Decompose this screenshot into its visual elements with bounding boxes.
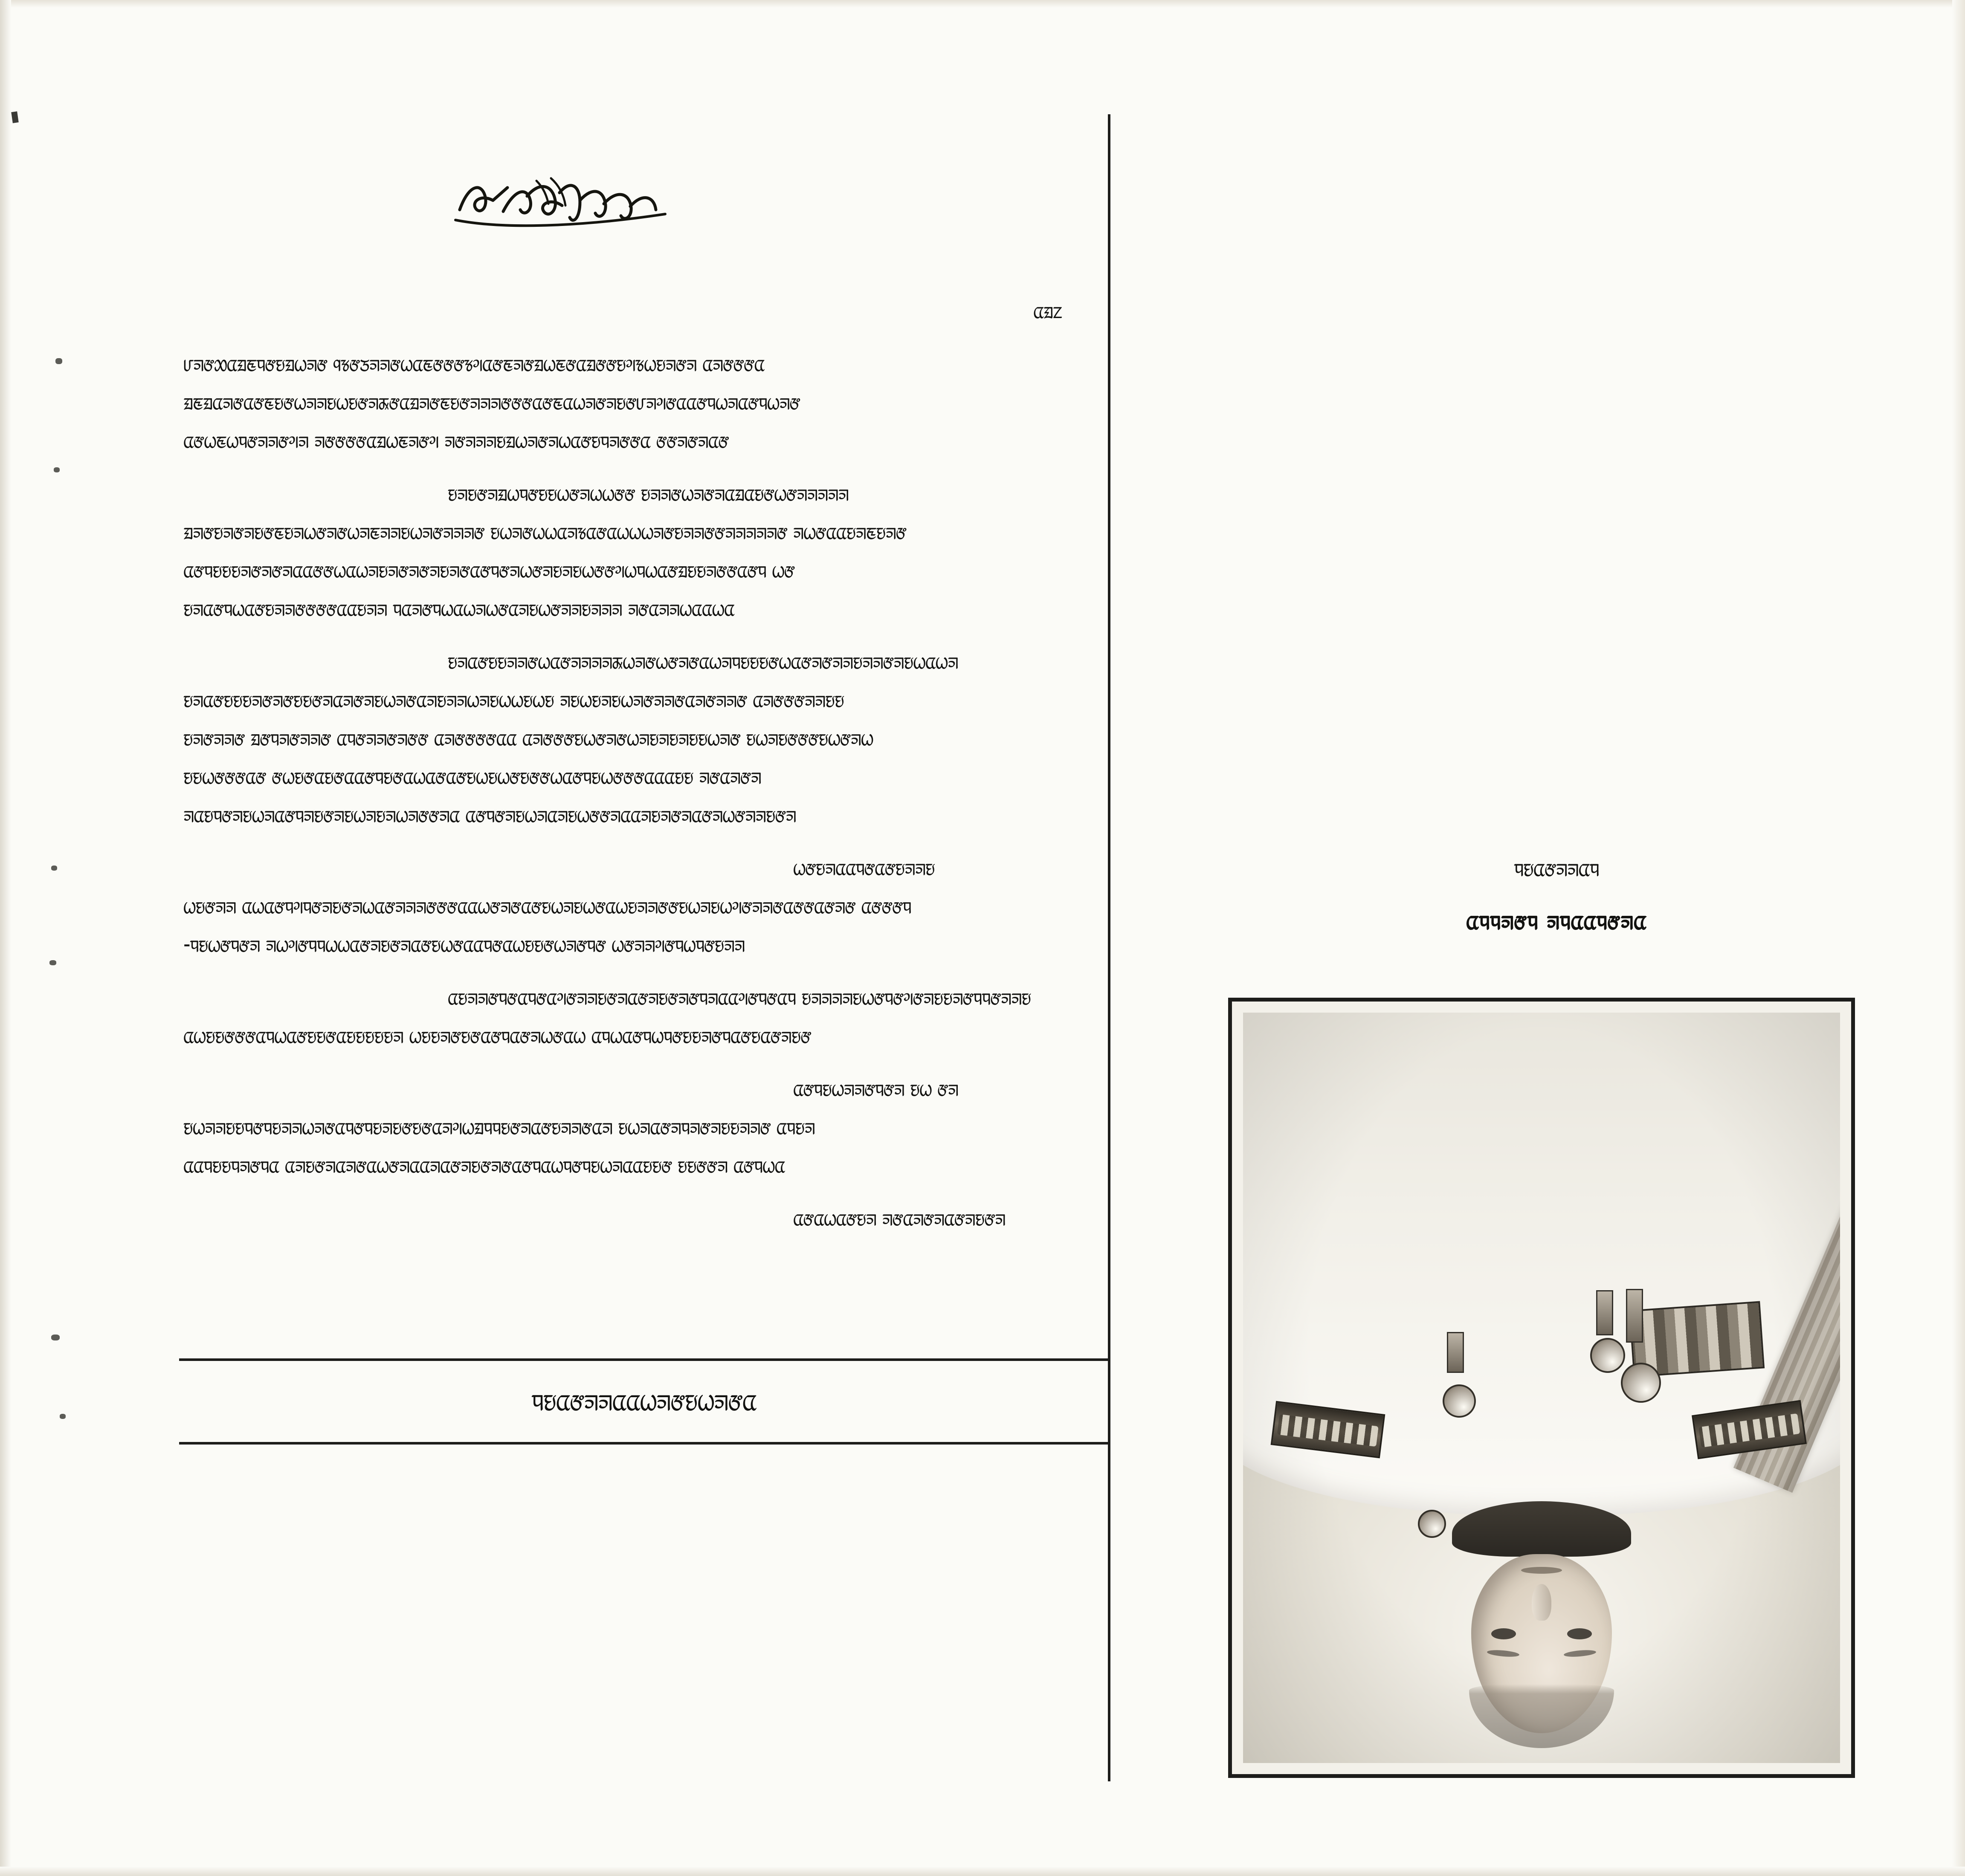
- plate-heading-small: ᤄᤎᤂᤅᤈᤈᤂᤄ: [1514, 853, 1599, 882]
- text-line: ᤎᤎᤐᤅᤅᤅᤂᤅ ᤅᤐᤎᤅᤂᤎᤅᤂᤂᤅᤄᤎᤅᤂᤐᤂᤅᤂᤅᤎᤐᤎᤐᤅᤎᤅᤅᤐᤂᤅᤄᤎᤐᤅᤅᤅᤂᤂᤂᤎᤎ ᤈᤅᤂᤈᤅᤈ: [183, 762, 761, 789]
- text-line: ᤈᤂᤎᤄᤅᤈᤎᤐᤈᤂᤅᤄᤈᤎᤅᤈᤎᤐᤈᤎᤈᤐᤈᤅᤅᤈᤂ ᤂᤅᤄᤅᤈᤎᤐᤈᤂᤈᤎᤐᤅᤅᤈᤂᤂᤈᤎᤈᤅᤈᤂᤅᤈᤐᤅᤈᤈᤎᤅᤈ: [183, 800, 796, 828]
- text-line: ᤎᤈᤎᤅᤈᤀᤐᤄᤅᤎᤎᤐᤅᤈᤐᤐᤅᤅ ᤎᤈᤈᤅᤐᤈᤅᤈᤂᤀᤂᤎᤅᤐᤅᤈᤈᤈᤈᤈ: [448, 479, 849, 506]
- text-line: -ᤄᤎᤐᤅᤄᤅᤈ ᤈᤐᤆᤅᤄᤄᤐᤐᤂᤅᤈᤎᤅᤈᤂᤅᤎᤐᤅᤂᤂᤄᤅᤂᤐᤎᤎᤅᤐᤈᤅᤄᤅ ᤐᤅᤈᤈᤆᤅᤄᤐᤄᤅᤎᤈᤈ: [183, 930, 745, 957]
- text-line: ᤂᤅᤂᤐᤂᤅᤎᤈ ᤈᤅᤂᤈᤅᤈᤂᤅᤈᤎᤅᤈ: [793, 1204, 1006, 1231]
- text-line: ᤎᤐᤈᤈᤎᤎᤄᤅᤄᤎᤈᤈᤐᤈᤅᤂᤄᤅᤄᤎᤈᤎᤅᤎᤅᤂᤈᤆᤐᤀᤄᤄᤎᤅᤈᤂᤅᤎᤈᤈᤅᤂᤈ ᤎᤐᤈᤂᤅᤈᤄᤈᤅᤈᤎᤎᤈᤈᤅ ᤂᤄᤎᤈ: [183, 1112, 815, 1140]
- scan-edge-top: [0, 0, 1965, 8]
- speckle-mark: [51, 1335, 60, 1340]
- speckle-mark: [51, 866, 57, 871]
- text-line: ᤎᤈᤅᤈᤈᤅ ᤀᤅᤄᤈᤅᤈᤈᤅ ᤂᤄᤅᤈᤈᤅᤈᤅᤅ ᤂᤈᤅᤅᤅᤅᤂᤂ ᤂᤈᤅᤅᤅᤎᤐᤅᤈᤅᤐᤈᤎᤈᤎᤈᤎᤎᤐᤈᤅ ᤎᤐᤈᤎᤅᤅᤅᤎᤐᤅᤈᤐ: [183, 724, 873, 751]
- hair: [1469, 1684, 1614, 1748]
- medal: [1621, 1363, 1661, 1403]
- medal-ribbon: [1626, 1289, 1643, 1343]
- speckle-mark: [54, 467, 60, 472]
- medal-ribbon: [1596, 1290, 1613, 1335]
- scan-edge-right: [1952, 0, 1965, 1876]
- text-line: ᤂᤐᤎᤎᤅᤅᤅᤂᤄᤐᤂᤅᤎᤎᤅᤂᤎᤎᤎᤎᤎᤈ ᤐᤎᤎᤈᤅᤎᤅᤂᤅᤄᤂᤅᤈᤐᤅᤂᤐ ᤂᤄᤐᤂᤅᤄᤐᤄᤅᤎᤎᤈᤅᤄᤂᤅᤎᤂᤅᤈᤎᤅ: [183, 1021, 812, 1048]
- eye-left: [1567, 1628, 1592, 1639]
- nose: [1532, 1584, 1551, 1621]
- scan-edge-bottom: [0, 1867, 1965, 1876]
- column-divider: [1108, 114, 1110, 1781]
- corner-tick-mark: [11, 111, 18, 123]
- text-line: ᤐᤅᤎᤈᤂᤂᤄᤅᤂᤅᤎᤈᤈᤎ: [793, 853, 935, 880]
- speckle-mark: [60, 1414, 66, 1419]
- text-line: ᤀᤇᤀᤂᤈᤅᤂᤅᤇᤎᤅᤐᤈᤈᤎᤐᤎᤅᤈᤊᤅᤂᤀᤈᤅᤇᤎᤅᤈᤈᤈᤅᤅᤅᤂᤅᤇᤂᤐᤈᤅᤈᤎᤅᤙᤈᤆᤅᤂᤂᤅᤄᤐᤈᤂᤅᤄᤐᤈᤅ: [183, 388, 800, 415]
- speckle-mark: [49, 960, 56, 965]
- text-line: ᤂᤅᤄᤎᤐᤈᤈᤅᤄᤅᤈ ᤎᤐ ᤅᤈ: [793, 1074, 959, 1101]
- text-line: ᤂᤅᤐᤇᤐᤄᤅᤈᤈᤅᤆᤈ ᤈᤅᤅᤅᤅᤂᤀᤐᤇᤈᤅᤆ ᤈᤅᤈᤈᤈᤎᤀᤐᤈᤅᤈᤐᤂᤅᤎᤄᤈᤅᤅᤂ ᤅᤅᤈᤅᤈᤂᤅ: [183, 426, 729, 453]
- portrait-photo-frame: [1228, 998, 1855, 1778]
- portrait-photo: [1243, 1013, 1840, 1763]
- scan-edge-left: [0, 0, 11, 1876]
- medal: [1590, 1338, 1625, 1373]
- eye-right: [1491, 1628, 1516, 1639]
- portrait-figure: [1243, 1013, 1840, 1763]
- footer-rule-top: [179, 1358, 1109, 1361]
- medal: [1418, 1510, 1446, 1538]
- plate-heading-name: ᤂᤄᤄᤈᤅᤄ ᤈᤄᤂᤂᤄᤅᤈᤂ: [1466, 904, 1647, 936]
- speckle-mark: [55, 358, 62, 364]
- text-line: ᤎᤈᤂᤅᤎᤎᤎᤈᤅᤈᤅᤎᤎᤅᤈᤂᤈᤅᤈᤎᤐᤈᤅᤂᤈᤎᤈᤈᤐᤈᤎᤐᤐᤎᤐᤎ ᤈᤎᤐᤎᤈᤎᤐᤈᤅᤈᤈᤅᤂᤈᤅᤈᤈᤅ ᤂᤈᤅᤅᤅᤈᤈᤎᤎ: [183, 685, 844, 712]
- footer-caption: ᤄᤎᤂᤅᤈᤈᤂᤂᤐᤈᤅᤎᤐᤈᤅᤂ: [531, 1381, 756, 1418]
- text-line: ᤂᤎᤈᤈᤅᤄᤅᤂᤄᤅᤂᤆᤅᤈᤈᤎᤅᤈᤂᤅᤈᤎᤅᤈᤅᤄᤈᤂᤂᤆᤅᤄᤅᤂᤄ ᤎᤈᤈᤈᤈᤎᤐᤅᤄᤅᤆᤅᤈᤎᤎᤈᤅᤄᤄᤅᤈᤈᤎ: [448, 983, 1031, 1010]
- medal: [1443, 1384, 1476, 1418]
- text-line: ᤙᤈᤅᤑᤂᤀᤇᤄᤅᤎᤀᤐᤈᤅ ᤚᤃᤅᤍᤈᤈᤅᤐᤂᤇᤅᤅᤅᤃᤆᤂᤅᤇᤈᤅᤀᤐᤇᤅᤂᤀᤅᤅᤎᤆᤃᤐᤎᤈᤅᤈ ᤂᤈᤅᤅᤅᤂ: [183, 349, 765, 376]
- text-line: ᤂᤂᤄᤎᤎᤄᤈᤅᤄᤂ ᤂᤈᤎᤅᤈᤂᤈᤅᤂᤐᤅᤈᤂᤂᤈᤂᤅᤈᤎᤅᤈᤅᤂᤅᤄᤂᤐᤄᤅᤄᤎᤐᤈᤂᤂᤎᤎᤅ ᤎᤎᤅᤅᤈ ᤂᤅᤄᤐᤂ: [183, 1151, 785, 1178]
- body-text-block: [183, 298, 1062, 1244]
- handwritten-signature: [452, 171, 674, 247]
- text-line: ᤎᤈᤂᤅᤎᤎᤈᤈᤅᤐᤂᤅᤈᤈᤈᤈᤊᤐᤈᤅᤐᤅᤈᤅᤂᤐᤈᤄᤎᤎᤎᤅᤐᤂᤅᤈᤅᤈᤈᤎᤈᤈᤅᤈᤎᤐᤂᤐᤈ: [448, 647, 958, 674]
- text-heading-line: ᤂᤀᤁ: [1033, 296, 1062, 324]
- text-line: ᤎᤈᤂᤅᤄᤐᤂᤅᤎᤈᤈᤅᤅᤅᤅᤂᤂᤎᤈᤈ ᤄᤂᤈᤅᤄᤐᤂᤐᤈᤐᤅᤂᤈᤎᤐᤅᤈᤈᤎᤈᤈᤈ ᤈᤅᤂᤈᤈᤐᤂᤂᤐᤂ: [183, 594, 734, 621]
- text-line: ᤐᤎᤅᤈᤈ ᤂᤐᤂᤅᤄᤆᤄᤅᤈᤎᤅᤈᤐᤂᤅᤈᤈᤈᤅᤅᤅᤂᤂᤐᤅᤈᤅᤂᤅᤎᤐᤈᤎᤐᤅᤂᤐᤎᤈᤈᤅᤅᤎᤐᤈᤎᤐᤆᤅᤈᤈᤅᤂᤅᤅᤂᤅᤈᤅ ᤂᤅᤅᤅᤄ: [183, 892, 911, 919]
- text-line: ᤀᤈᤅᤎᤈᤅᤈᤎᤅᤇᤎᤈᤐᤅᤈᤅᤐᤈᤇᤈᤈᤎᤐᤈᤅᤈᤈᤈᤅ ᤎᤐᤈᤅᤐᤐᤂᤈᤃᤂᤅᤂᤐᤐᤐᤈᤅᤎᤈᤈᤅᤅᤈᤈᤈᤈᤈᤅ ᤈᤐᤅᤂᤂᤎᤈᤇᤎᤈᤅ: [183, 517, 907, 544]
- text-line: ᤂᤅᤄᤎᤎᤎᤈᤅᤈᤅᤈᤂᤂᤅᤅᤐᤂᤐᤈᤎᤈᤅᤈᤅᤈᤎᤈᤅᤂᤅᤄᤅᤈᤐᤅᤈᤎᤈᤎᤐᤅᤅᤆᤐᤄᤐᤂᤅᤀᤎᤎᤈᤅᤅᤂᤅᤄ ᤐᤅ: [183, 556, 795, 583]
- footer-rule-bottom: [179, 1442, 1109, 1445]
- medal-ribbon: [1447, 1332, 1464, 1373]
